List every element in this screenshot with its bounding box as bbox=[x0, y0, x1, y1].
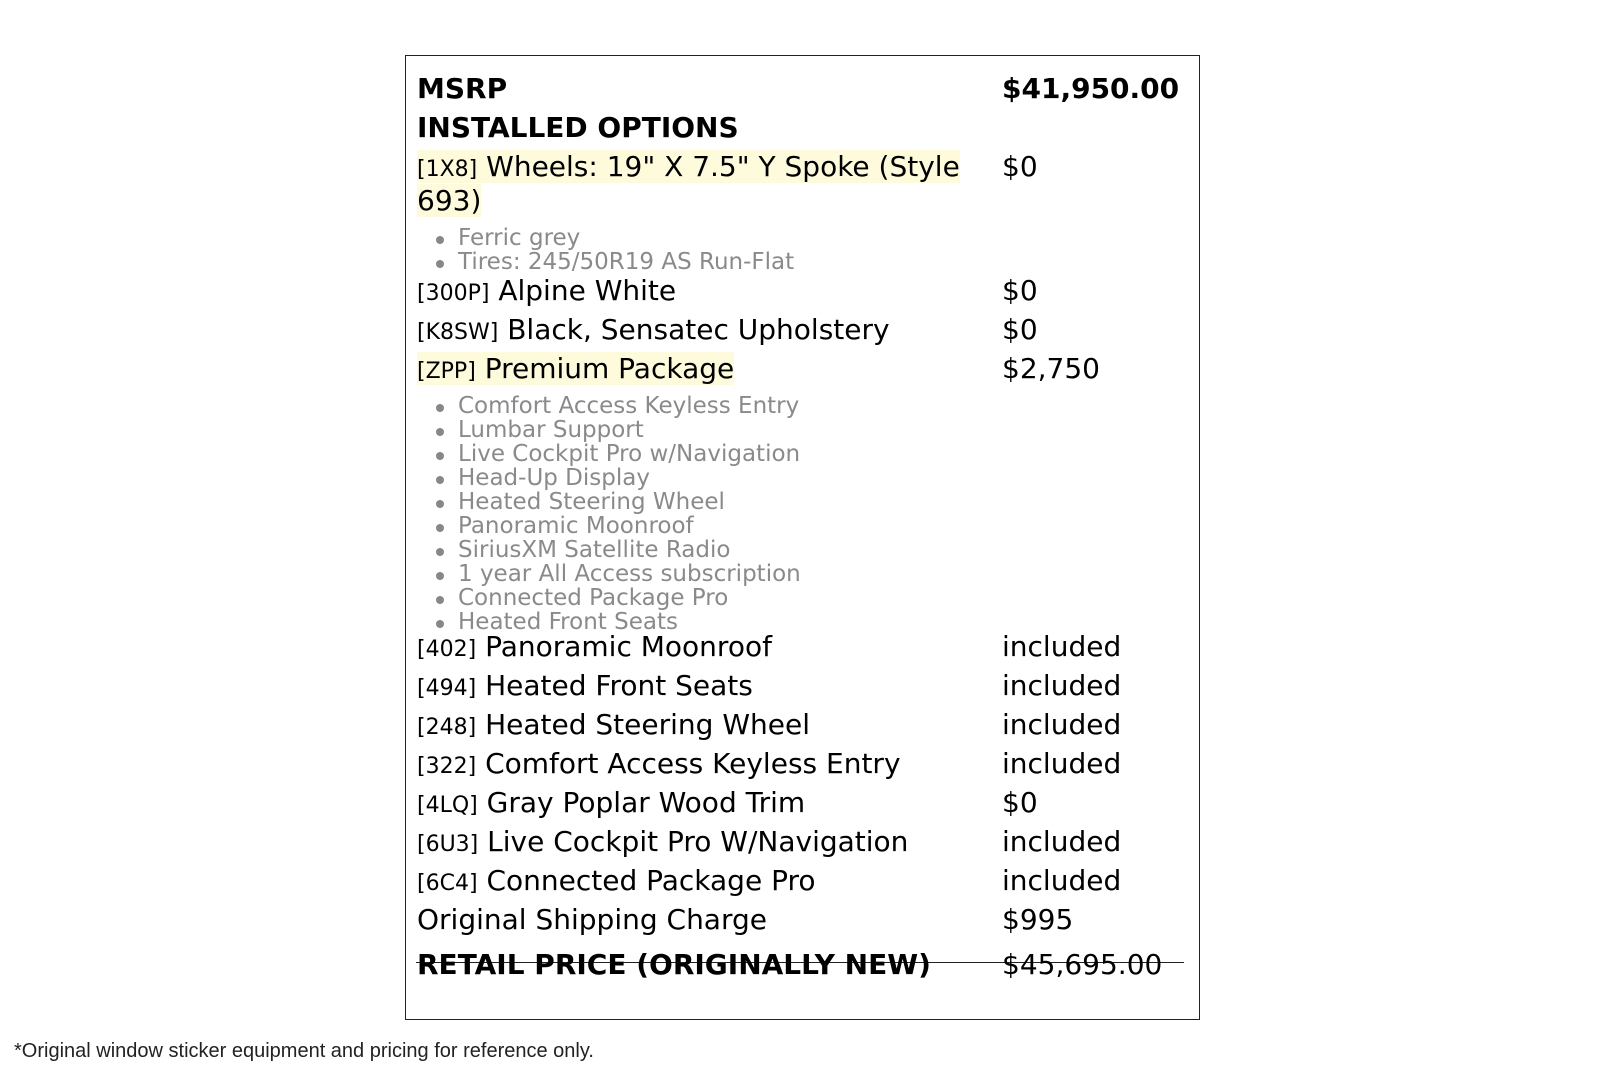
option-name: Connected Package Pro bbox=[486, 864, 816, 897]
option-name: Live Cockpit Pro W/Navigation bbox=[487, 825, 909, 858]
option-detail: Head-Up Display bbox=[436, 466, 801, 490]
option-code: [6C4] bbox=[417, 871, 478, 896]
option-price: included bbox=[1002, 864, 1122, 897]
shipping-value: $995 bbox=[1002, 903, 1074, 936]
option-detail: Heated Steering Wheel bbox=[436, 490, 801, 514]
option-code: [402] bbox=[417, 637, 477, 662]
option-code: [1X8] bbox=[417, 157, 478, 182]
option-price: $2,750 bbox=[1002, 352, 1100, 385]
option-code: [ZPP] bbox=[417, 359, 476, 384]
option-detail: Lumbar Support bbox=[436, 418, 801, 442]
option-detail: 1 year All Access subscription bbox=[436, 562, 801, 586]
option-detail: Tires: 245/50R19 AS Run-Flat bbox=[436, 250, 794, 274]
option-detail: Comfort Access Keyless Entry bbox=[436, 394, 801, 418]
option-price: included bbox=[1002, 630, 1122, 663]
option-name: Heated Steering Wheel bbox=[485, 708, 810, 741]
option-detail: Panoramic Moonroof bbox=[436, 514, 801, 538]
option-code: [K8SW] bbox=[417, 320, 499, 345]
option-price: $0 bbox=[1002, 274, 1038, 307]
shipping-label: Original Shipping Charge bbox=[417, 903, 767, 936]
option-detail: SiriusXM Satellite Radio bbox=[436, 538, 801, 562]
option-price: included bbox=[1002, 669, 1122, 702]
option-name: Heated Front Seats bbox=[485, 669, 753, 702]
option-name-continued: 693) bbox=[417, 184, 482, 217]
option-detail: Heated Front Seats bbox=[436, 610, 801, 634]
option-code: [300P] bbox=[417, 281, 490, 306]
option-details-list bbox=[436, 394, 801, 634]
option-price: included bbox=[1002, 825, 1122, 858]
option-name: Alpine White bbox=[498, 274, 677, 307]
window-sticker bbox=[405, 55, 1200, 1020]
option-code: [248] bbox=[417, 715, 477, 740]
option-name: Black, Sensatec Upholstery bbox=[507, 313, 890, 346]
option-detail: Connected Package Pro bbox=[436, 586, 801, 610]
option-name: Wheels: 19" X 7.5" Y Spoke (Style bbox=[486, 150, 960, 183]
msrp-label: MSRP bbox=[417, 72, 508, 105]
option-price: included bbox=[1002, 708, 1122, 741]
option-details-list bbox=[436, 226, 794, 274]
option-name: Panoramic Moonroof bbox=[485, 630, 772, 663]
option-detail: Live Cockpit Pro w/Navigation bbox=[436, 442, 801, 466]
option-code: [494] bbox=[417, 676, 477, 701]
option-code: [4LQ] bbox=[417, 793, 478, 818]
option-code: [6U3] bbox=[417, 832, 479, 857]
option-name: Gray Poplar Wood Trim bbox=[486, 786, 806, 819]
msrp-value: $41,950.00 bbox=[1002, 72, 1180, 105]
retail-price-value: $45,695.00 bbox=[1002, 948, 1163, 981]
option-name: Premium Package bbox=[484, 352, 735, 385]
installed-options-heading: INSTALLED OPTIONS bbox=[417, 111, 739, 144]
option-detail: Ferric grey bbox=[436, 226, 794, 250]
option-price: $0 bbox=[1002, 313, 1038, 346]
option-name: Comfort Access Keyless Entry bbox=[485, 747, 901, 780]
option-price: $0 bbox=[1002, 786, 1038, 819]
option-price: $0 bbox=[1002, 150, 1038, 183]
option-code: [322] bbox=[417, 754, 477, 779]
option-price: included bbox=[1002, 747, 1122, 780]
footnote: *Original window sticker equipment and pricing for reference only. bbox=[14, 1040, 594, 1062]
retail-price-label: RETAIL PRICE (ORIGINALLY NEW) bbox=[417, 948, 931, 981]
